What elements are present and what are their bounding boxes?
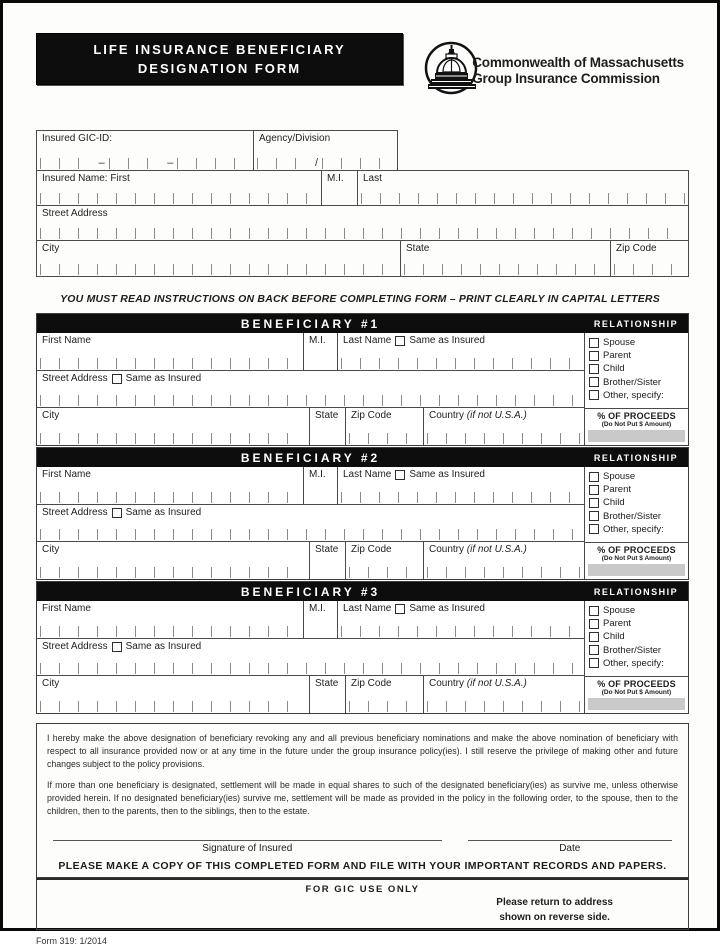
country-label: Country: [429, 678, 465, 689]
ben2-relationship-column: [584, 467, 688, 579]
ben2-first-name-comb-input[interactable]: [40, 492, 300, 503]
insured-mi-field[interactable]: [322, 171, 358, 205]
ben1-other-checkbox[interactable]: [589, 390, 599, 400]
country-label: Country: [429, 410, 465, 421]
spouse-label: Spouse: [603, 337, 636, 348]
ben3-state-field[interactable]: [310, 676, 346, 713]
beneficiary-1-header: [37, 314, 688, 333]
ben1-first-name-comb-input[interactable]: [40, 358, 300, 369]
date-line[interactable]: [468, 840, 672, 841]
insured-info-box: [36, 170, 689, 277]
child-label: Child: [603, 631, 625, 643]
insured-state-field[interactable]: [401, 241, 611, 276]
gic-use-only-title: FOR GIC USE ONLY: [305, 884, 420, 896]
ben3-street-same-as-insured-checkbox[interactable]: [112, 642, 122, 652]
proceeds-note: (Do Not Put $ Amount): [601, 689, 672, 696]
first-name-label: First Name: [42, 603, 91, 614]
ben2-last-name-comb-input[interactable]: [341, 492, 581, 503]
insured-zip-field[interactable]: [611, 241, 688, 276]
agency-name-line2: Group Insurance Commission: [472, 70, 660, 86]
gic-id-field[interactable]: [37, 131, 254, 170]
insured-id-row: [36, 130, 398, 170]
ben1-percent-proceeds-field[interactable]: [585, 408, 688, 445]
gic-id-comb-input[interactable]: [40, 156, 250, 169]
spouse-label: Spouse: [603, 605, 636, 616]
ben2-zip-comb-input[interactable]: [349, 567, 420, 578]
ben1-city-comb-input[interactable]: [40, 433, 306, 444]
date-label: Date: [559, 843, 581, 855]
gic-id-dash: –: [167, 157, 174, 169]
same-as-insured-label: Same as Insured: [125, 373, 202, 384]
ben2-street-comb-input[interactable]: [40, 529, 581, 540]
ben3-spouse-checkbox[interactable]: [589, 606, 599, 616]
return-note-line2: shown on reverse side.: [499, 911, 610, 923]
gic-use-only-box: [36, 878, 689, 930]
agency-name: [472, 55, 684, 86]
ben3-city-comb-input[interactable]: [40, 701, 306, 712]
agency-division-field[interactable]: [254, 131, 397, 170]
ben1-street-same-as-insured-checkbox[interactable]: [112, 374, 122, 384]
proceeds-note: (Do Not Put $ Amount): [601, 555, 672, 562]
ben2-first-name-field[interactable]: [37, 467, 304, 504]
insured-first-name-field[interactable]: [37, 171, 322, 205]
ben2-brother-sister-checkbox[interactable]: [589, 511, 599, 521]
insured-street-comb-input[interactable]: [40, 228, 685, 239]
zip-label: Zip Code: [351, 544, 392, 555]
ben1-child-checkbox[interactable]: [589, 364, 599, 374]
beneficiary-1-title: BENEFICIARY #1: [240, 316, 381, 331]
ben2-street-field[interactable]: [37, 505, 584, 541]
copy-notice: PLEASE MAKE A COPY OF THIS COMPLETED FORM AND FILE WITH YOUR IMPORTANT RECORDS AND PAPERS.: [58, 860, 667, 873]
ben1-brother-sister-checkbox[interactable]: [589, 377, 599, 387]
insured-last-label: Last: [363, 173, 382, 184]
beneficiary-2-section: [36, 447, 689, 580]
ben1-last-name-field[interactable]: [338, 333, 584, 370]
ben1-city-field[interactable]: [37, 408, 310, 445]
zip-label: Zip Code: [351, 410, 392, 421]
return-address-note: [496, 896, 613, 925]
ben3-street-field[interactable]: [37, 639, 584, 675]
return-note-line1: Please return to address: [496, 897, 613, 909]
city-label: City: [42, 410, 60, 421]
zip-label: Zip Code: [351, 678, 392, 689]
parent-label: Parent: [603, 484, 631, 496]
ben2-zip-field[interactable]: [346, 542, 424, 579]
signature-label: Signature of Insured: [202, 843, 293, 855]
street-address-label: Street Address: [42, 507, 108, 518]
ben2-state-field[interactable]: [310, 542, 346, 579]
beneficiary-2-title: BENEFICIARY #2: [240, 450, 381, 465]
mi-label: M.I.: [309, 469, 326, 480]
insured-name-label: Insured Name: First: [42, 173, 130, 184]
ben3-other-checkbox[interactable]: [589, 658, 599, 668]
ben3-brother-sister-checkbox[interactable]: [589, 645, 599, 655]
city-label: City: [42, 544, 60, 555]
last-name-label: Last Name: [343, 335, 392, 346]
form-title-line2: DESIGNATION FORM: [137, 61, 302, 76]
insured-city-comb-input[interactable]: [40, 264, 397, 275]
last-name-label: Last Name: [343, 603, 392, 614]
form-header: [36, 33, 684, 104]
ben1-state-field[interactable]: [310, 408, 346, 445]
beneficiary-3-section: [36, 581, 689, 714]
ben2-other-checkbox[interactable]: [589, 524, 599, 534]
ben3-first-name-field[interactable]: [37, 601, 304, 638]
relationship-header: RELATIONSHIP: [593, 318, 679, 329]
ben3-country-field[interactable]: [424, 676, 584, 713]
insured-state-label: State: [406, 243, 430, 254]
parent-label: Parent: [603, 618, 631, 630]
same-as-insured-label: Same as Insured: [409, 335, 485, 346]
agency-division-label: Agency/Division: [259, 133, 331, 144]
form-number: Form 319: 1/2014: [36, 936, 108, 946]
proceeds-title: % OF PROCEEDS: [597, 679, 676, 689]
brother-sister-label: Brother/Sister: [603, 376, 662, 388]
country-note: (if not U.S.A.): [466, 410, 527, 421]
insured-state-comb-input[interactable]: [404, 264, 607, 275]
first-name-label: First Name: [42, 335, 91, 346]
signature-line[interactable]: [53, 840, 442, 841]
city-label: City: [42, 678, 60, 689]
ben1-relationship-column: [584, 333, 688, 445]
child-label: Child: [603, 363, 625, 375]
form-title: [36, 33, 403, 85]
ben3-country-comb-input[interactable]: [427, 701, 581, 712]
state-label: State: [315, 678, 339, 689]
insured-city-field[interactable]: [37, 241, 401, 276]
country-label: Country: [429, 544, 465, 555]
first-name-label: First Name: [42, 469, 91, 480]
ben2-country-comb-input[interactable]: [427, 567, 581, 578]
ben3-zip-field[interactable]: [346, 676, 424, 713]
country-note: (if not U.S.A.): [466, 678, 527, 689]
ben1-street-comb-input[interactable]: [40, 395, 581, 406]
ben2-parent-checkbox[interactable]: [589, 485, 599, 495]
ben3-street-comb-input[interactable]: [40, 663, 581, 674]
ben3-first-name-comb-input[interactable]: [40, 626, 300, 637]
ben3-proceeds-input[interactable]: [588, 698, 685, 710]
ben2-last-name-field[interactable]: [338, 467, 584, 504]
other-specify-label: Other, specify:: [603, 389, 664, 401]
ben1-last-same-as-insured-checkbox[interactable]: [395, 336, 405, 346]
insured-first-name-comb-input[interactable]: [40, 193, 318, 204]
other-specify-label: Other, specify:: [603, 657, 664, 669]
ben3-percent-proceeds-field[interactable]: [585, 676, 688, 713]
ben2-mi-field[interactable]: [304, 467, 338, 504]
same-as-insured-label: Same as Insured: [409, 469, 485, 480]
ben1-country-comb-input[interactable]: [427, 433, 581, 444]
ben2-city-comb-input[interactable]: [40, 567, 306, 578]
legal-declaration-box: [36, 723, 689, 878]
ben1-country-field[interactable]: [424, 408, 584, 445]
ben2-percent-proceeds-field[interactable]: [585, 542, 688, 579]
relationship-header: RELATIONSHIP: [593, 586, 679, 597]
ben3-relationship-column: [584, 601, 688, 713]
last-name-label: Last Name: [343, 469, 392, 480]
ben1-street-field[interactable]: [37, 371, 584, 407]
ben1-zip-comb-input[interactable]: [349, 433, 420, 444]
gic-id-dash: –: [98, 157, 105, 169]
brother-sister-label: Brother/Sister: [603, 510, 662, 522]
brother-sister-label: Brother/Sister: [603, 644, 662, 656]
insured-street-label: Street Address: [42, 208, 108, 219]
agency-division-slash: /: [314, 157, 319, 169]
form-title-line1: LIFE INSURANCE BENEFICIARY: [93, 41, 346, 57]
ben2-last-same-as-insured-checkbox[interactable]: [395, 470, 405, 480]
insured-zip-comb-input[interactable]: [614, 264, 685, 275]
ben1-parent-checkbox[interactable]: [589, 351, 599, 361]
legal-paragraph-2: If more than one beneficiary is designated, settlement will be made in equal shares to such of the designated beneficiary(ies) as survive me, unless otherwise provided herein. If no designated beneficiary(ies) survive me, settlement will be made as provided in the policy in the following order, to the spouse, then to the children, then to the parents, then to the siblings, then to the estate.: [47, 779, 678, 816]
same-as-insured-label: Same as Insured: [409, 603, 485, 614]
beneficiary-3-header: [37, 582, 688, 601]
street-address-label: Street Address: [42, 641, 108, 652]
proceeds-title: % OF PROCEEDS: [597, 411, 676, 421]
ben3-mi-field[interactable]: [304, 601, 338, 638]
ben3-last-name-field[interactable]: [338, 601, 584, 638]
ben3-zip-comb-input[interactable]: [349, 701, 420, 712]
ben3-parent-checkbox[interactable]: [589, 619, 599, 629]
beneficiary-3-title: BENEFICIARY #3: [240, 584, 381, 599]
state-label: State: [315, 410, 339, 421]
country-note: (if not U.S.A.): [466, 544, 527, 555]
ben2-child-checkbox[interactable]: [589, 498, 599, 508]
ben3-child-checkbox[interactable]: [589, 632, 599, 642]
legal-paragraph-1: I hereby make the above designation of beneficiary revoking any and all previous beneficiary nominations and make the above nomination of beneficiary with respect to all insurance provided now or at any time in the future under the group insurance policy(ies). I still reserve the privilege of making other and future changes subject to the policy provisions.: [47, 733, 678, 770]
ben3-city-field[interactable]: [37, 676, 310, 713]
instruction-line: YOU MUST READ INSTRUCTIONS ON BACK BEFORE COMPLETING FORM – PRINT CLEARLY IN CAPITAL LETTERS: [60, 293, 660, 305]
agency-logo: [422, 37, 684, 104]
ben2-proceeds-input[interactable]: [588, 564, 685, 576]
state-label: State: [315, 544, 339, 555]
insured-zip-label: Zip Code: [616, 243, 657, 254]
agency-division-comb-input[interactable]: [257, 156, 394, 169]
parent-label: Parent: [603, 350, 631, 362]
same-as-insured-label: Same as Insured: [125, 507, 202, 518]
ben3-last-same-as-insured-checkbox[interactable]: [395, 604, 405, 614]
agency-name-line1: Commonwealth of Massachusetts: [472, 54, 684, 70]
ben2-country-field[interactable]: [424, 542, 584, 579]
ben1-spouse-checkbox[interactable]: [589, 338, 599, 348]
ben1-zip-field[interactable]: [346, 408, 424, 445]
ben1-last-name-comb-input[interactable]: [341, 358, 581, 369]
beneficiary-1-section: [36, 313, 689, 446]
proceeds-title: % OF PROCEEDS: [597, 545, 676, 555]
beneficiary-2-header: [37, 448, 688, 467]
same-as-insured-label: Same as Insured: [125, 641, 202, 652]
gic-id-label: Insured GIC-ID:: [42, 133, 113, 144]
insured-city-label: City: [42, 243, 60, 254]
spouse-label: Spouse: [603, 471, 636, 482]
ben3-last-name-comb-input[interactable]: [341, 626, 581, 637]
child-label: Child: [603, 497, 625, 509]
ben2-city-field[interactable]: [37, 542, 310, 579]
proceeds-note: (Do Not Put $ Amount): [601, 421, 672, 428]
ben1-proceeds-input[interactable]: [588, 430, 685, 442]
ben2-spouse-checkbox[interactable]: [589, 472, 599, 482]
ben1-first-name-field[interactable]: [37, 333, 304, 370]
other-specify-label: Other, specify:: [603, 523, 664, 535]
insured-mi-label: M.I.: [327, 173, 344, 184]
mi-label: M.I.: [309, 603, 326, 614]
street-address-label: Street Address: [42, 373, 108, 384]
ben1-mi-field[interactable]: [304, 333, 338, 370]
mi-label: M.I.: [309, 335, 326, 346]
insured-street-field[interactable]: [37, 206, 688, 240]
relationship-header: RELATIONSHIP: [593, 452, 679, 463]
insured-last-name-field[interactable]: [358, 171, 688, 205]
ben2-street-same-as-insured-checkbox[interactable]: [112, 508, 122, 518]
insured-last-name-comb-input[interactable]: [361, 193, 685, 204]
